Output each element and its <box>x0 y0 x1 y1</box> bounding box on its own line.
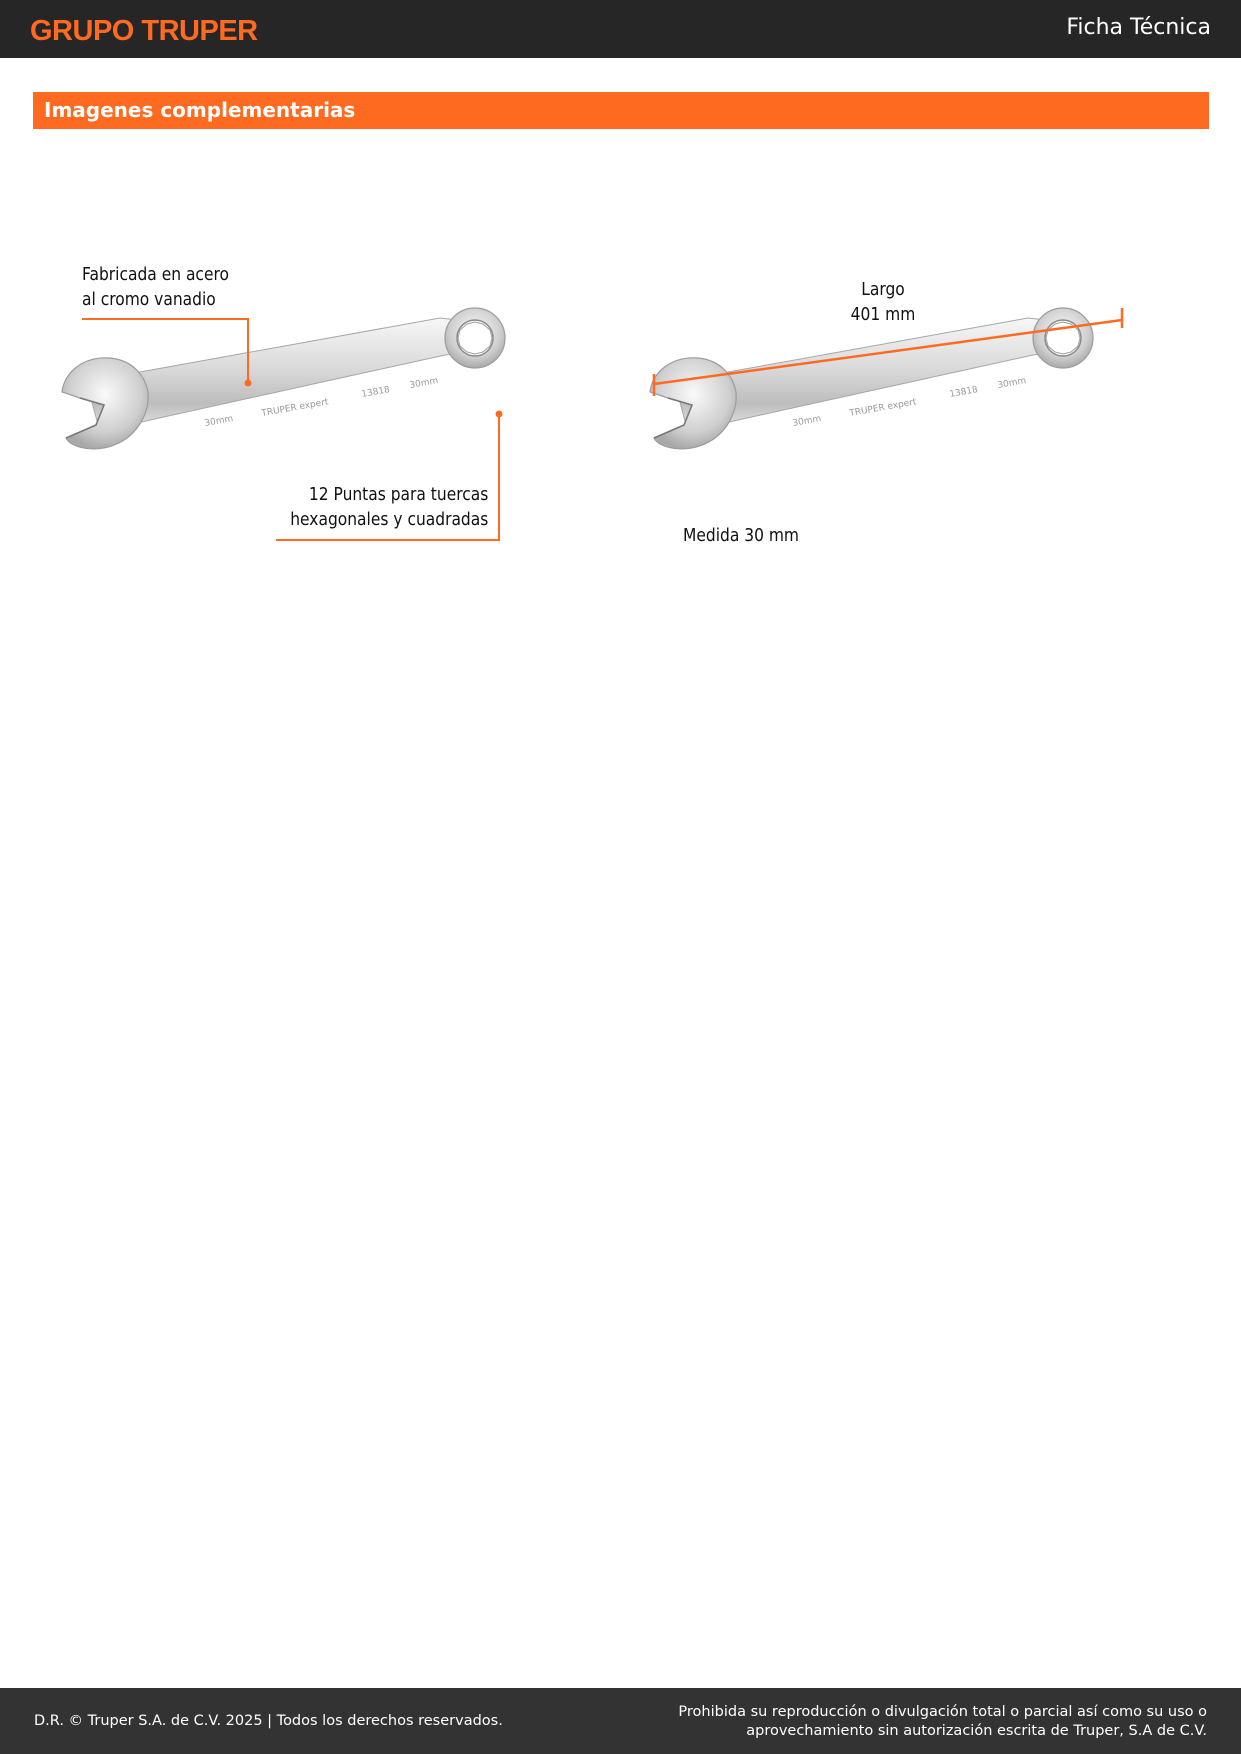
wrench-engraving-size: 30mm <box>791 414 823 429</box>
footer-legal-line2: aprovechamiento sin autorización escrita de Truper, S.A de C.V. <box>746 1723 1207 1739</box>
callout-dot-material <box>245 380 252 387</box>
callout-material-line1: Fabricada en acero <box>82 264 229 285</box>
footer-legal <box>607 1703 1207 1741</box>
callout-points-line1: 12 Puntas para tuercas <box>308 484 488 505</box>
footer-copyright: D.R. © Truper S.A. de C.V. 2025 | Todos los derechos reservados. <box>34 1713 503 1729</box>
callout-length <box>797 277 969 327</box>
size-label: Medida 30 mm <box>683 525 800 546</box>
footer-legal-line1: Prohibida su reproducción o divulgación total o parcial así como su uso o <box>678 1704 1207 1720</box>
wrench-engraving-code: 13818 <box>360 385 391 400</box>
brand-logo: GRUPO TRUPER <box>30 15 258 47</box>
wrench-engraving-size: 30mm <box>408 376 440 391</box>
wrench-image-left <box>62 308 505 449</box>
callout-dot-points <box>496 411 503 418</box>
callout-points-line2: hexagonales y cuadradas <box>289 509 488 530</box>
length-value: 401 mm <box>850 304 916 325</box>
callout-material <box>82 262 229 312</box>
callout-points <box>290 482 488 532</box>
section-title: Imagenes complementarias <box>44 98 356 122</box>
wrench-engraving-brand: TRUPER expert <box>848 397 918 419</box>
callout-material-line2: al cromo vanadio <box>82 289 216 310</box>
document-type-title: Ficha Técnica <box>1066 15 1211 40</box>
callout-size <box>683 523 799 548</box>
wrench-engraving-size: 30mm <box>203 414 235 429</box>
length-label: Largo <box>861 279 905 300</box>
page-footer <box>0 1688 1241 1754</box>
wrench-engraving-code: 13818 <box>948 385 979 400</box>
wrench-engraving-brand: TRUPER expert <box>260 397 330 419</box>
wrench-image-right <box>650 308 1093 449</box>
wrench-engraving-size: 30mm <box>996 376 1028 391</box>
